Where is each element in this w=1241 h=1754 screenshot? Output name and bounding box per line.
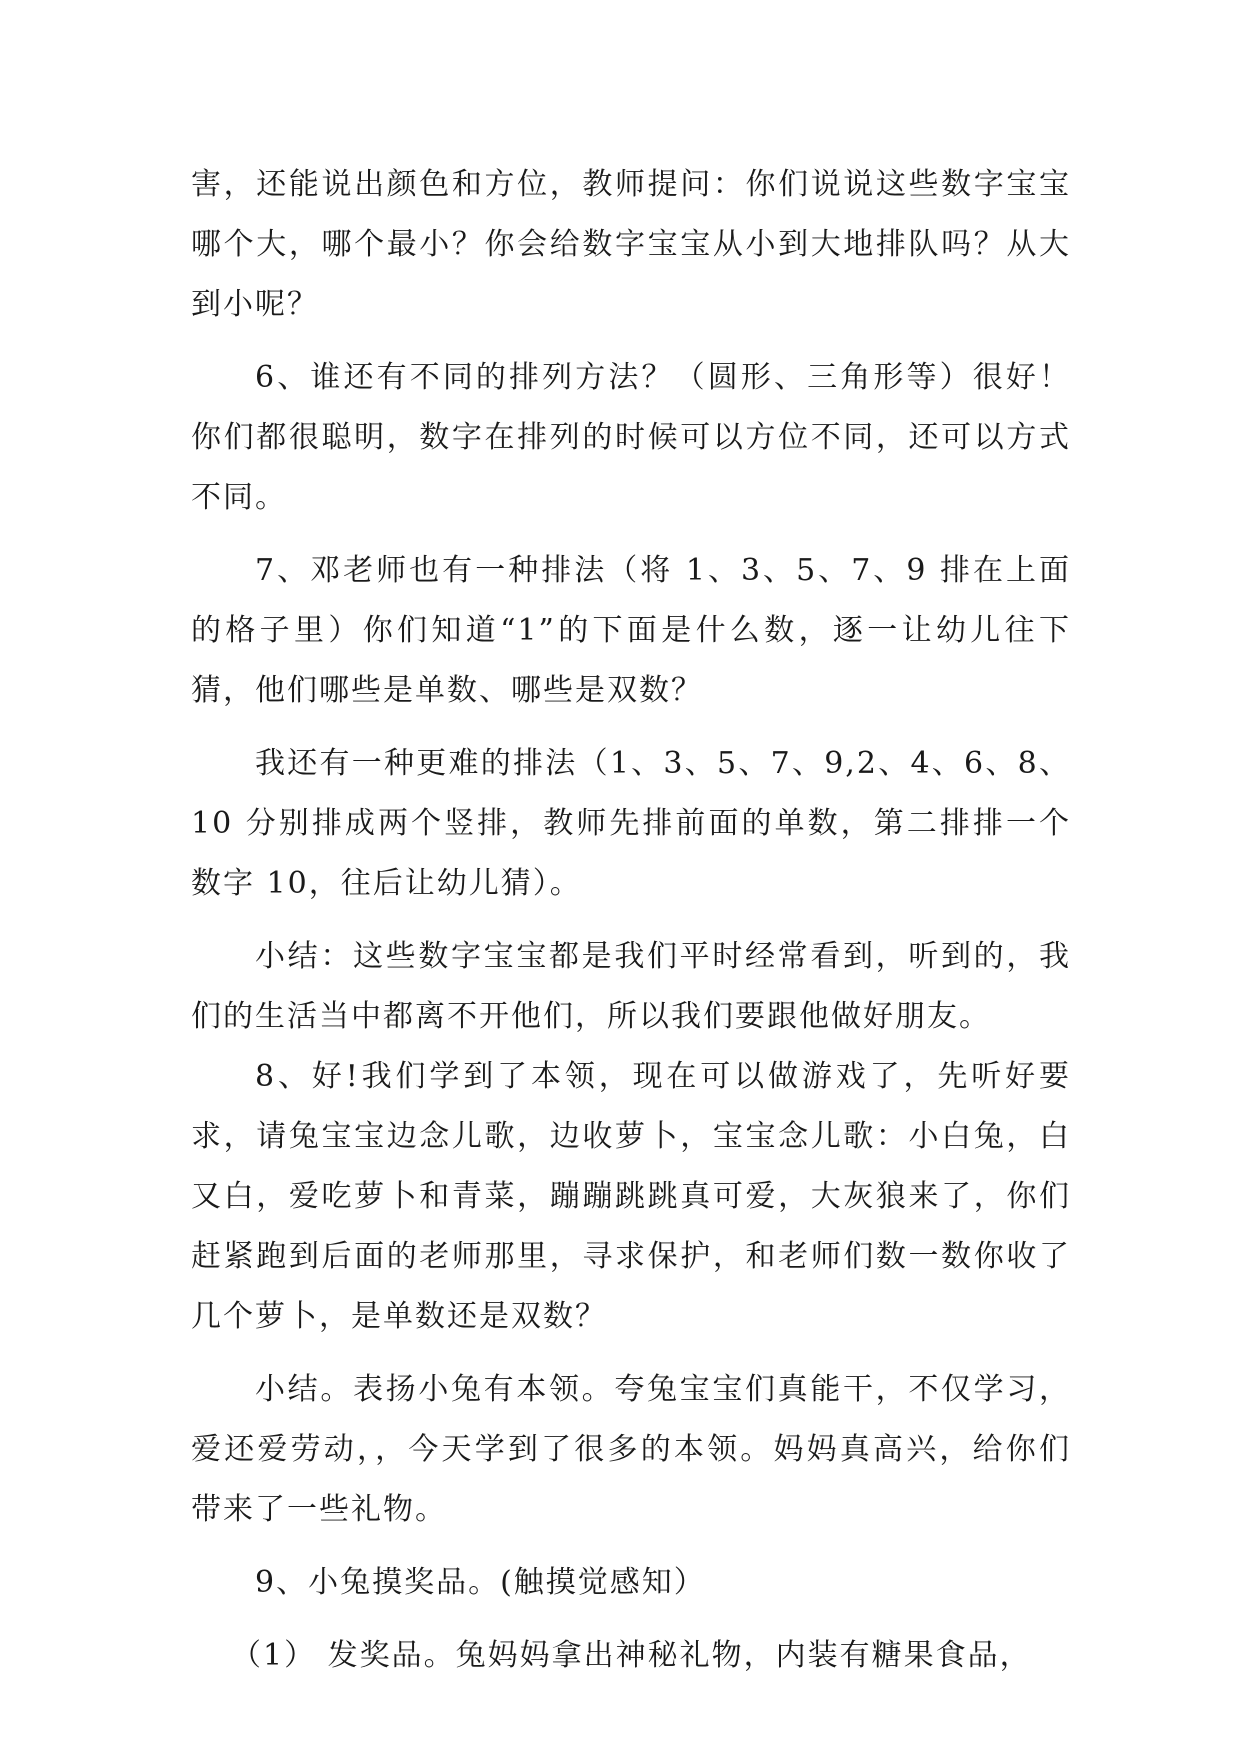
- paragraph-summary-1: 小结：这些数字宝宝都是我们平时经常看到，听到的，我们的生活当中都离不开他们，所以我们要跟他做好朋友。: [191, 939, 1071, 1034]
- paragraph-step-8: 8、好!我们学到了本领，现在可以做游戏了，先听好要求，请兔宝宝边念儿歌，边收萝卜，宝宝念儿歌：小白兔，白又白，爱吃萝卜和青菜，蹦蹦跳跳真可爱，大灰狼来了，你们赶紧跑到后面的老师那里，寻求保护，和老师们数一数你收了几个萝卜，是单数还是双数？: [191, 1059, 1071, 1334]
- body-text: [191, 155, 1071, 1686]
- paragraph-step-6: 6、谁还有不同的排列方法？（圆形、三角形等）很好！你们都很聪明，数字在排列的时候可以方位不同，还可以方式不同。: [191, 360, 1071, 515]
- paragraph-step-7: 7、邓老师也有一种排法（将 1、3、5、7、9 排在上面的格子里）你们知道“1”的下面是什么数，逐一让幼儿往下猜，他们哪些是单数、哪些是双数？: [191, 553, 1071, 708]
- paragraph-continuation: 害，还能说出颜色和方位，教师提问：你们说说这些数字宝宝哪个大，哪个最小？你会给数字宝宝从小到大地排队吗？从大到小呢？: [191, 167, 1071, 322]
- paragraph-summary-2: 小结。表扬小兔有本领。夸兔宝宝们真能干，不仅学习，爱还爱劳动，，今天学到了很多的本领。妈妈真高兴，给你们带来了一些礼物。: [191, 1372, 1071, 1527]
- paragraph-step-9: 9、小兔摸奖品。(触摸觉感知）: [255, 1565, 706, 1600]
- paragraph-harder-arrangement: 我还有一种更难的排法（1、3、5、7、9,2、4、6、8、10 分别排成两个竖排，教师先排前面的单数，第二排排一个数字 10，往后让幼儿猜）。: [191, 746, 1071, 901]
- paragraph-sub-1: （1） 发奖品。兔妈妈拿出神秘礼物，内装有糖果食品，: [231, 1638, 1032, 1673]
